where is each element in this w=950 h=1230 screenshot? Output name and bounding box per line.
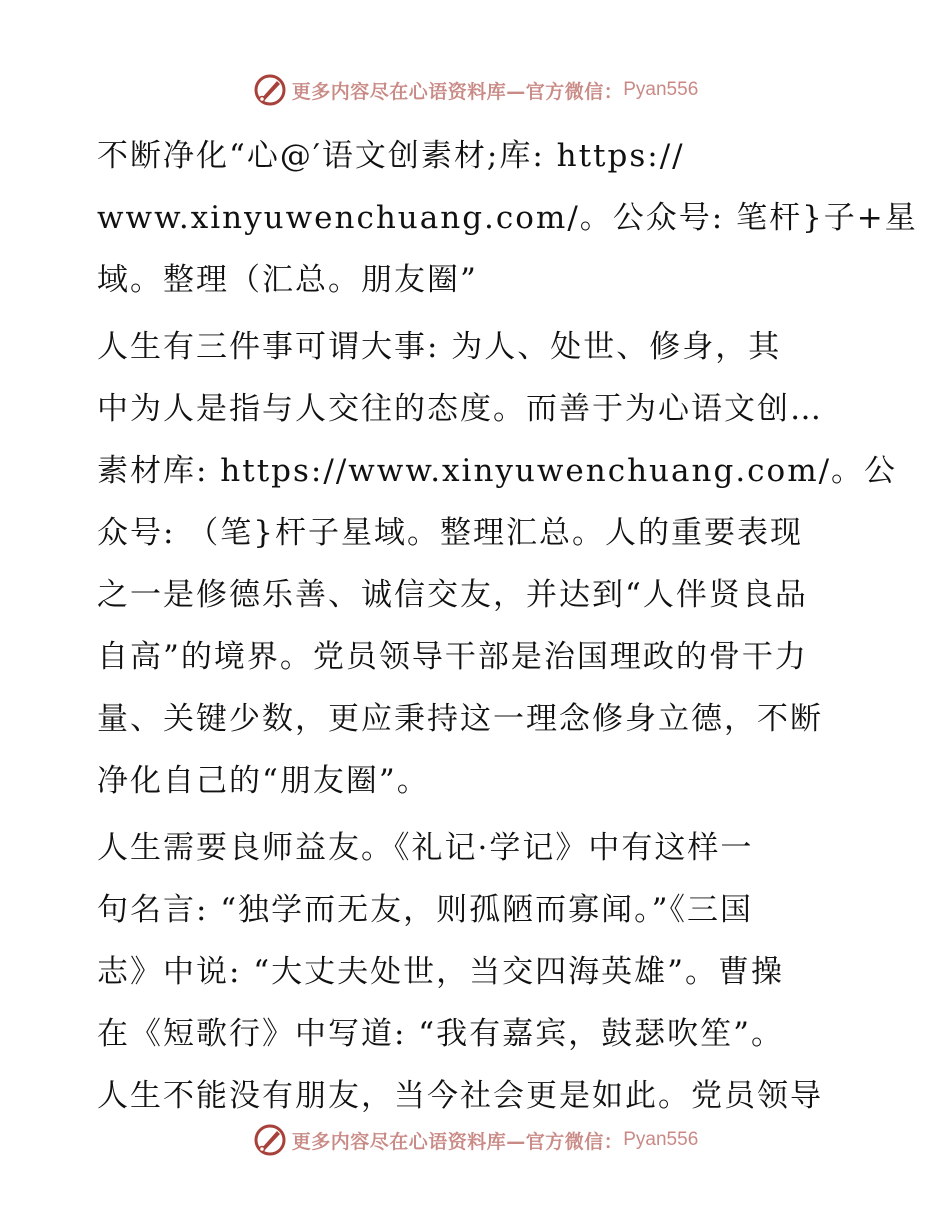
text-line: 中为人是指与人交往的态度。而善于为心语文创… <box>97 391 823 427</box>
quill-logo-icon <box>252 1122 288 1158</box>
text-line: 众号: （笔}杆子星域。整理汇总。人的重要表现 <box>97 515 804 551</box>
banner-wechat-id: Pyan556 <box>623 1129 699 1150</box>
footer-banner <box>0 1120 950 1160</box>
text-line: 素材库: https://www.xinyuwenchuang.com/。公 <box>97 453 898 489</box>
paragraph-1 <box>97 125 918 311</box>
text-line: 志》中说: “大丈夫处世，当交四海英雄”。曹操 <box>97 954 784 990</box>
text-line: 自高”的境界。党员领导干部是治国理政的骨干力 <box>97 639 808 675</box>
text-line: 在《短歌行》中写道: “我有嘉宾，鼓瑟吹笙”。 <box>97 1016 784 1052</box>
text-line: 人生不能没有朋友，当今社会更是如此。党员领导 <box>97 1078 823 1114</box>
document-body <box>97 125 918 1132</box>
text-line: 之一是修德乐善、诚信交友，并达到“人伴贤良品 <box>97 577 808 613</box>
header-banner <box>0 70 950 110</box>
text-line: 人生有三件事可谓大事: 为人、处世、修身，其 <box>97 329 782 365</box>
text-line: 净化自己的“朋友圈”。 <box>97 763 430 799</box>
text-line: www.xinyuwenchuang.com/。公众号: 笔杆}子+星 <box>97 200 918 236</box>
text-line: 人生需要良师益友。《礼记·学记》中有这样一 <box>97 830 754 866</box>
banner-text: 更多内容尽在心语资料库—官方微信： <box>291 1130 624 1153</box>
paragraph-2 <box>97 316 898 812</box>
paragraph-3 <box>97 817 857 1127</box>
banner-text: 更多内容尽在心语资料库—官方微信： <box>291 80 624 103</box>
text-line: 域。整理（汇总。朋友圈” <box>97 262 478 298</box>
text-line: 句名言: “独学而无友，则孤陋而寡闻。”《三国 <box>97 892 753 928</box>
text-line: 不断净化“心@′语文创素材;库: https:// <box>97 138 685 174</box>
text-line: 量、关键少数，更应秉持这一理念修身立德，不断 <box>97 701 823 737</box>
banner-wechat-id: Pyan556 <box>623 79 699 100</box>
quill-logo-icon <box>252 72 288 108</box>
